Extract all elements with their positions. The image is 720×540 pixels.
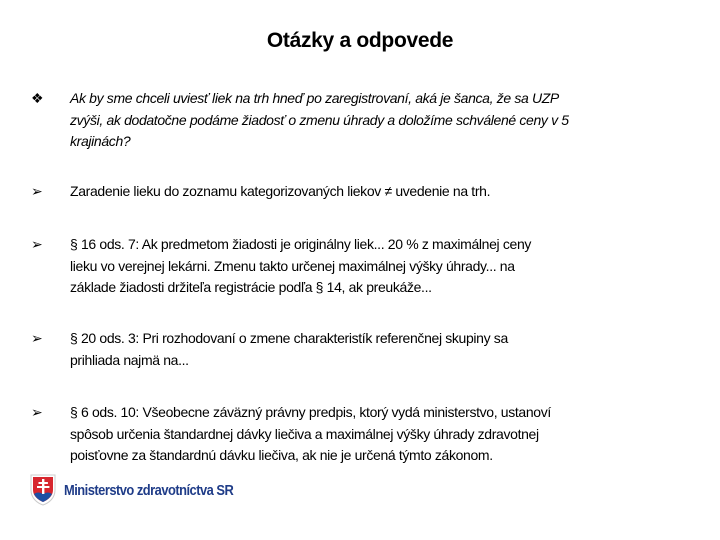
answer-item xyxy=(31,234,700,299)
text-line: základe žiadosti držiteľa registrácie podľa § 14, ak preukáže... xyxy=(70,279,432,295)
text-line: spôsob určenia štandardnej dávky liečiva a maximálnej výšky úhrady zdravotnej xyxy=(70,425,539,442)
arrow-bullet-icon: ➢ xyxy=(31,183,43,199)
text-line: zvýši, ak dodatočne podáme žiadosť o zmenu úhrady a doložíme schválené ceny v 5 xyxy=(70,111,569,128)
ministry-name: Ministerstvo zdravotníctva SR xyxy=(64,481,234,499)
ministry-logo xyxy=(30,474,261,506)
text-line: Zaradenie lieku do zoznamu kategorizovaných liekov ≠ uvedenie na trh. xyxy=(70,183,491,199)
slide-title: Otázky a odpovede xyxy=(266,29,454,52)
diamond-bullet-icon: ❖ xyxy=(31,90,44,106)
text-line: poisťovne za štandardnú dávku liečiva, ak nie je určená týmto zákonom. xyxy=(70,447,493,463)
text-line: § 6 ods. 10: Všeobecne záväzný právny predpis, ktorý vydá ministerstvo, ustanoví xyxy=(70,404,551,420)
arrow-bullet-icon: ➢ xyxy=(31,330,43,346)
text-line: prihliada najmä na... xyxy=(70,351,189,368)
text-line: Ak by sme chceli uviesť liek na trh hneď po zaregistrovaní, aká je šanca, že sa UZP xyxy=(70,90,559,106)
answer-item xyxy=(31,181,700,203)
slovak-coat-of-arms-icon xyxy=(30,474,56,506)
text-line: krajinách? xyxy=(70,133,131,149)
text-line: § 20 ods. 3: Pri rozhodovaní o zmene charakteristík referenčnej skupiny sa xyxy=(70,330,508,346)
text-line: lieku vo verejnej lekárni. Zmenu takto určenej maximálnej výšky úhrady... na xyxy=(70,257,515,274)
answer-item xyxy=(31,328,700,371)
arrow-bullet-icon: ➢ xyxy=(31,236,43,252)
answer-item xyxy=(31,402,700,467)
arrow-bullet-icon: ➢ xyxy=(31,404,43,420)
text-line: § 16 ods. 7: Ak predmetom žiadosti je originálny liek... 20 % z maximálnej ceny xyxy=(70,236,532,252)
question-item xyxy=(31,88,700,153)
